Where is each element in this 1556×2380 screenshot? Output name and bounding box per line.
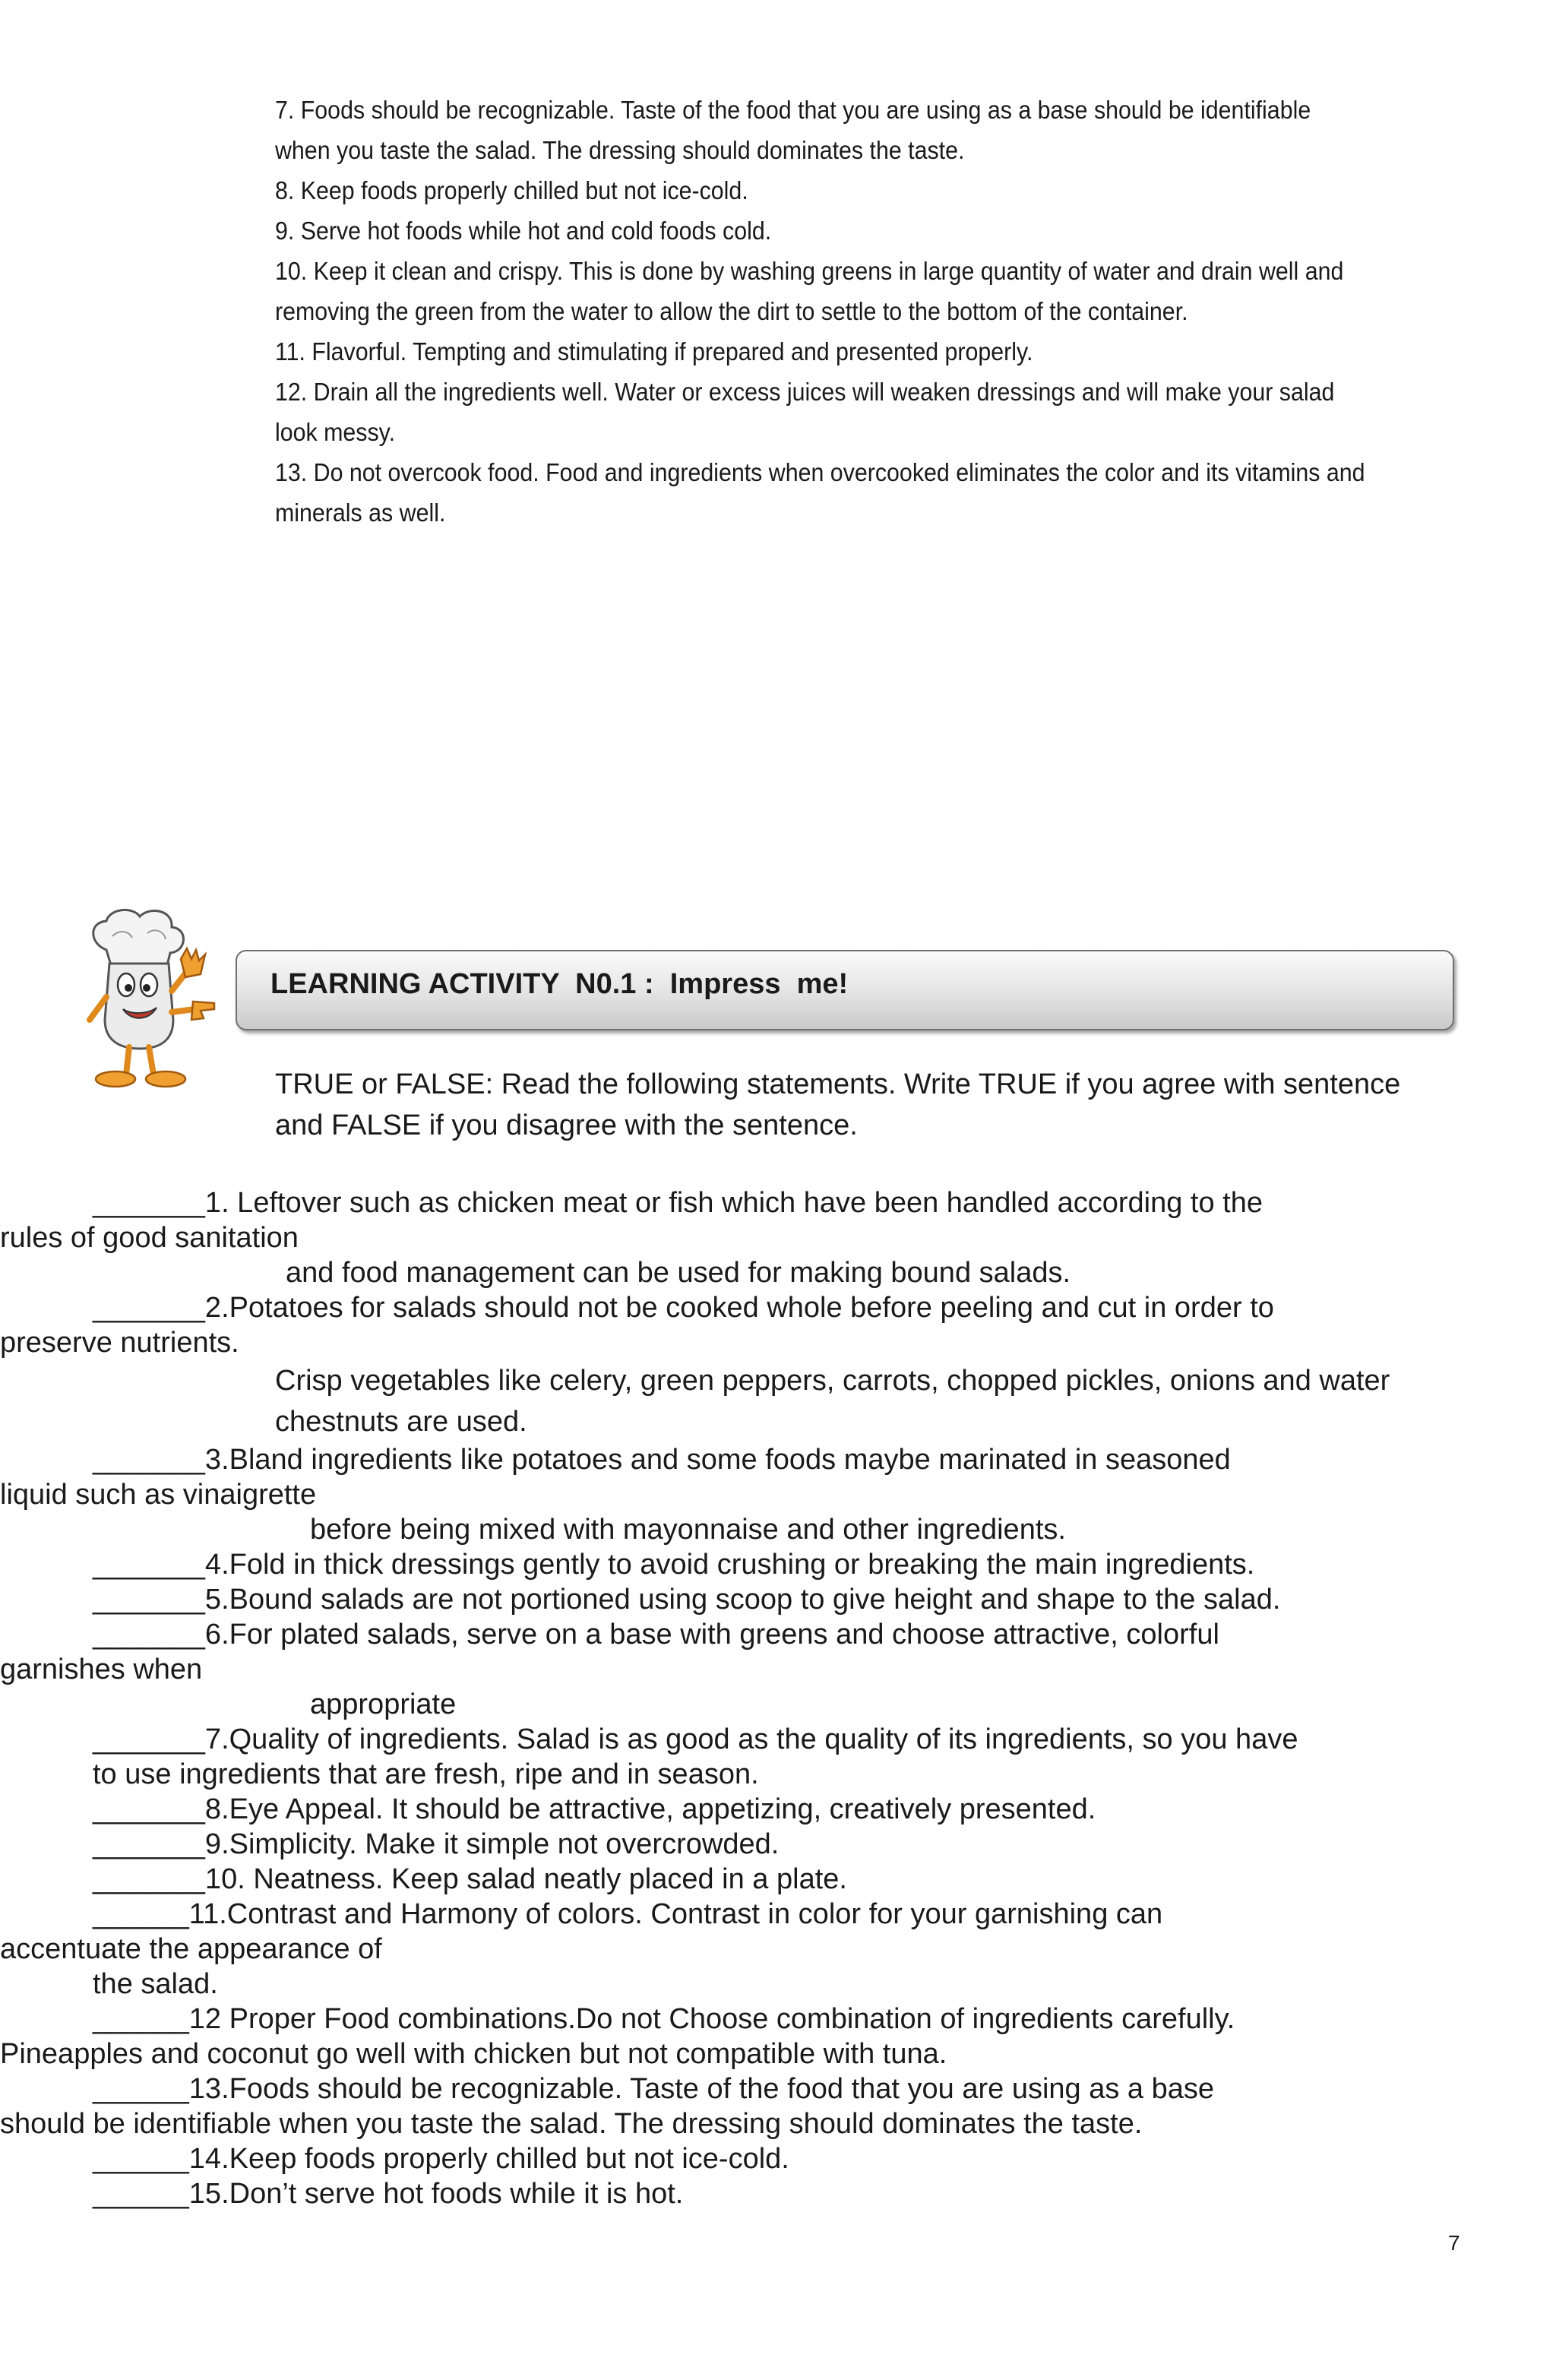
tip-line: 8. Keep foods properly chilled but not ice-cold. [275,176,748,204]
activity-instructions: TRUE or FALSE: Read the following statements. Write TRUE if you agree with sentence and FALSE if you disagree with the sentence. [275,1068,1401,1141]
tip-line: 7. Foods should be recognizable. Taste of the food that you are using as a base should be identifiable [275,96,1311,124]
question-line: preserve nutrients. [0,1327,239,1359]
chef-mascot-icon [59,906,220,1091]
question-line: _______1. Leftover such as chicken meat or fish which have been handled according to the [93,1187,1263,1219]
true-false-list [0,1185,1465,2211]
question-line: ______11.Contrast and Harmony of colors. Contrast in color for your garnishing can [93,1898,1163,1930]
question-line: _______5.Bound salads are not portioned using scoop to give height and shape to the salad. [93,1584,1281,1616]
question-line: should be identifiable when you taste the salad. The dressing should dominates the taste. [0,2108,1143,2140]
question-line: _______8.Eye Appeal. It should be attractive, appetizing, creatively presented. [93,1793,1096,1825]
tip-line: 11. Flavorful. Tempting and stimulating if prepared and presented properly. [275,337,1033,366]
tip-line: removing the green from the water to allow the dirt to settle to the bottom of the container. [275,297,1188,325]
question-line: rules of good sanitation [0,1222,299,1254]
question-line: to use ingredients that are fresh, ripe and in season. [93,1758,759,1790]
question-line: ______12 Proper Food combinations.Do not Choose combination of ingredients carefully. [93,2003,1235,2035]
activity-banner [236,950,1454,1030]
tip-line: look messy. [275,418,396,446]
question-line: before being mixed with mayonnaise and other ingredients. [310,1514,1066,1546]
question-line: _______10. Neatness. Keep salad neatly placed in a plate. [93,1863,847,1895]
question-line: _______6.For plated salads, serve on a base with greens and choose attractive, colorful [93,1619,1219,1650]
question-line: ______13.Foods should be recognizable. Taste of the food that you are using as a base [93,2073,1215,2105]
salad-tips-list [275,90,1372,533]
tip-line: 13. Do not overcook food. Food and ingredients when overcooked eliminates the color and its vitamins and [275,458,1365,486]
question-line: liquid such as vinaigrette [0,1479,317,1511]
question-line: ______15.Don’t serve hot foods while it is hot. [93,2178,684,2210]
tip-line: minerals as well. [275,498,446,527]
tip-line: when you taste the salad. The dressing should dominates the taste. [275,136,965,164]
tip-line: 9. Serve hot foods while hot and cold foods cold. [275,217,772,245]
question-line: _______9.Simplicity. Make it simple not overcrowded. [93,1828,780,1860]
question-line: _______2.Potatoes for salads should not be cooked whole before peeling and cut in order to [93,1292,1274,1324]
question-line: Crisp vegetables like celery, green peppers, carrots, chopped pickles, onions and water chestnuts are used. [275,1365,1390,1438]
question-line: the salad. [93,1968,218,2000]
question-line: _______7.Quality of ingredients. Salad is as good as the quality of its ingredients, so you have [93,1723,1298,1755]
question-line: accentuate the appearance of [0,1933,382,1965]
question-line: ______14.Keep foods properly chilled but not ice-cold. [93,2143,789,2175]
question-line: and food management can be used for making bound salads. [286,1257,1071,1289]
question-line: _______3.Bland ingredients like potatoes and some foods maybe marinated in seasoned [93,1444,1231,1476]
question-line: appropriate [310,1688,457,1720]
tip-line: 10. Keep it clean and crispy. This is done by washing greens in large quantity of water and drain well and [275,257,1344,285]
page-number: 7 [1448,2231,1460,2255]
question-line: garnishes when [0,1654,203,1685]
activity-title: LEARNING ACTIVITY N0.1 : Impress me! [270,968,849,1000]
tip-line: 12. Drain all the ingredients well. Water or excess juices will weaken dressings and will make your salad [275,378,1335,406]
question-line: Pineapples and coconut go well with chicken but not compatible with tuna. [0,2038,947,2070]
question-line: _______4.Fold in thick dressings gently to avoid crushing or breaking the main ingredients. [93,1549,1255,1581]
